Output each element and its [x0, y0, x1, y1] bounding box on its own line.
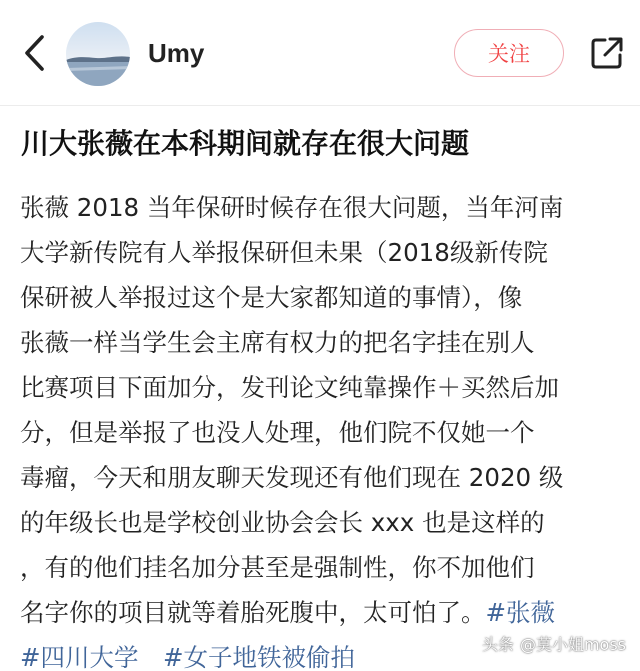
share-out-icon	[589, 35, 625, 71]
post-body-line: 的年级长也是学校创业协会会长 xxx 也是这样的	[20, 508, 545, 537]
back-button[interactable]	[14, 30, 54, 76]
avatar-landscape-image	[66, 22, 130, 86]
hashtag-link[interactable]: #张薇	[485, 598, 556, 627]
watermark	[482, 633, 626, 657]
hashtag-link[interactable]: #女子地铁被偷拍	[163, 643, 356, 671]
post-body-line: 张薇一样当学生会主席有权力的把名字挂在别人	[20, 328, 535, 357]
chevron-left-icon	[22, 33, 46, 73]
post-body-line: 大学新传院有人举报保研但未果（2018级新传院	[20, 238, 548, 267]
watermark-platform: 头条	[481, 635, 514, 654]
watermark-account: @莫小姐moss	[519, 635, 626, 654]
post-body-line: 分，但是举报了也没人处理，他们院不仅她一个	[20, 418, 535, 447]
post-body-text: 名字你的项目就等着胎死腹中，太可怕了。	[20, 598, 486, 627]
post-body-line: 比赛项目下面加分，发刊论文纯靠操作＋买然后加	[20, 373, 559, 402]
post-body-line: ，有的他们挂名加分甚至是强制性，你不加他们	[20, 553, 535, 582]
post-body-line: 张薇 2018 当年保研时候存在很大问题，当年河南	[20, 193, 564, 222]
hashtag-link[interactable]: #四川大学	[20, 643, 139, 671]
avatar[interactable]	[66, 22, 130, 86]
username[interactable]: Umy	[148, 38, 205, 68]
post-header	[0, 0, 640, 106]
post-body-line: 保研被人举报过这个是大家都知道的事情），像	[20, 283, 523, 312]
post-title: 川大张薇在本科期间就存在很大问题	[21, 127, 470, 160]
post-body	[20, 185, 632, 671]
follow-button[interactable]: 关注	[454, 29, 564, 77]
share-button[interactable]	[588, 34, 626, 72]
post-body-line	[20, 590, 632, 635]
post-body-line: 毒瘤，今天和朋友聊天发现还有他们现在 2020 级	[20, 463, 564, 492]
